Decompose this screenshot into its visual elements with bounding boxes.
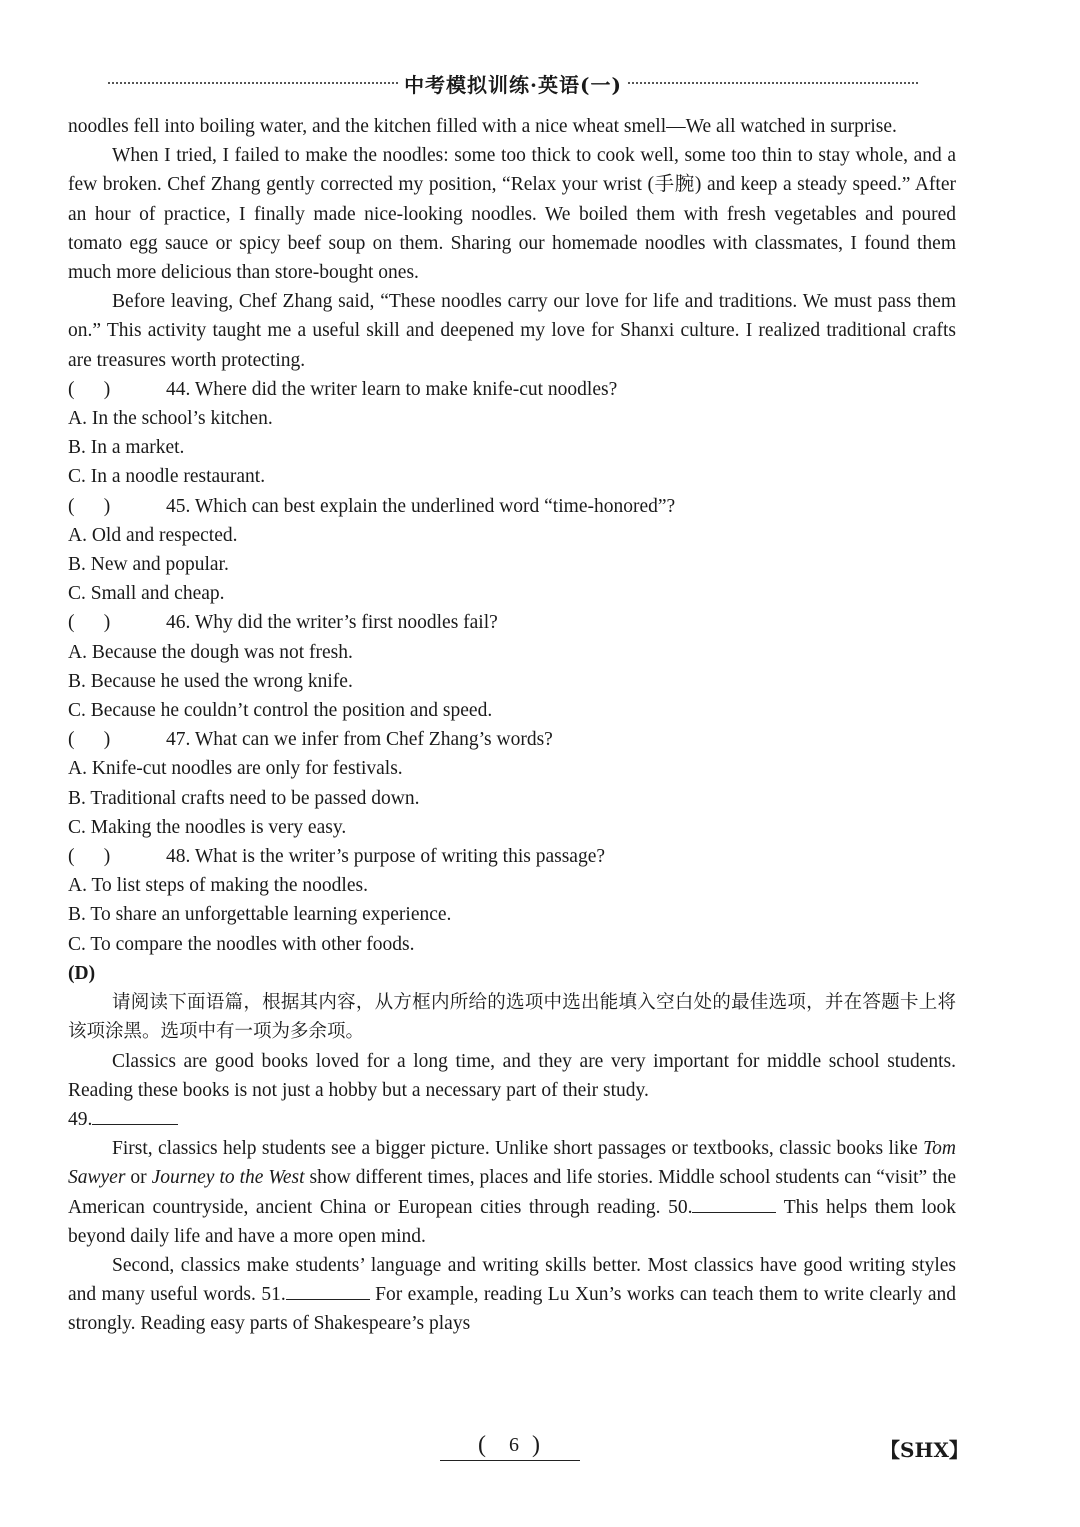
book-title-tom-sawyer: Tom Sawyer — [68, 1138, 956, 1189]
answer-bracket[interactable]: ( ) — [68, 729, 111, 751]
answer-bracket[interactable]: ( ) — [68, 378, 111, 400]
blank-51-number: 51. — [261, 1284, 286, 1306]
option-a: A. In the school’s kitchen. — [68, 408, 273, 430]
option-a: A. Knife-cut noodles are only for festivals. — [68, 758, 403, 780]
section-d-instruction: 请阅读下面语篇，根据其内容，从方框内所给的选项中选出能填入空白处的最佳选项，并在答题卡上将该项涂黑。选项中有一项为多余项。 — [68, 992, 956, 1043]
option-c: C. Small and cheap. — [68, 583, 225, 605]
option-a: A. Because the dough was not fresh. — [68, 641, 353, 663]
blank-51[interactable] — [286, 1281, 370, 1300]
page-content — [68, 112, 956, 1339]
option-c: C. In a noodle restaurant. — [68, 466, 266, 488]
question-45 — [68, 492, 956, 609]
page-number-value: 6 — [509, 1434, 519, 1456]
passage-c-paragraph-2: When I tried, I failed to make the noodles: some too thick to cook well, some too thin to stay whole, and a few broken. Chef Zhang gently corrected my position, “Relax your wrist (手腕) and keep a steady speed.” After an hour of practice, I finally made nice-looking noodles. We boiled them with fresh vegetables and poured tomato egg sauce or spicy beef soup on them. Sharing our homemade noodles with classmates, I found them much more delicious than store-bought ones. — [68, 145, 956, 284]
book-title-journey-to-the-west: Journey to the West — [151, 1167, 305, 1189]
question-47 — [68, 725, 956, 842]
option-b: B. Traditional crafts need to be passed down. — [68, 787, 420, 809]
option-c: C. To compare the noodles with other foods. — [68, 933, 415, 955]
option-b: B. New and popular. — [68, 554, 229, 576]
option-b: B. To share an unforgettable learning experience. — [68, 904, 452, 926]
paragraph-3-text-a: Second, classics make students’ language and writing skills better. Most classics have good writing styles and many useful words. — [68, 1254, 956, 1306]
page-number-left-bracket: ( — [478, 1432, 486, 1458]
blank-49-number: 49. — [68, 1108, 93, 1130]
passage-c-paragraph-3: Before leaving, Chef Zhang said, “These noodles carry our love for life and traditions. We must pass them on.” This activity taught me a useful skill and deepened my love for Shanxi culture. I realized traditional crafts are treasures worth protecting. — [68, 291, 956, 371]
page-number-right-bracket: ) — [532, 1432, 540, 1458]
answer-bracket[interactable]: ( ) — [68, 846, 111, 868]
question-stem: 47. What can we infer from Chef Zhang’s words? — [166, 729, 553, 751]
question-stem: 44. Where did the writer learn to make knife-cut noodles? — [166, 378, 618, 400]
paragraph-3-text-b: For example, reading Lu Xun’s works can teach them to write clearly and strongly. Reading easy parts of Shakespeare’s plays — [68, 1284, 956, 1335]
header-rule-right — [628, 82, 918, 84]
question-46 — [68, 608, 956, 725]
option-c: C. Because he couldn’t control the position and speed. — [68, 700, 493, 722]
option-b: B. In a market. — [68, 437, 185, 459]
blank-49[interactable] — [92, 1106, 178, 1125]
series-code: 【SHX】 — [880, 1438, 969, 1462]
section-d-paragraph-3 — [68, 1251, 956, 1339]
option-a: A. Old and respected. — [68, 524, 238, 546]
page-header — [108, 68, 918, 98]
blank-50[interactable] — [692, 1194, 776, 1213]
passage-c-paragraph-1: noodles fell into boiling water, and the kitchen filled with a nice wheat smell—We all watched in surprise. — [68, 116, 897, 137]
answer-bracket[interactable]: ( ) — [68, 495, 111, 517]
question-44 — [68, 375, 956, 492]
paragraph-2-text-c: This helps them look beyond daily life and have a more open mind. — [68, 1196, 957, 1247]
paragraph-2-text-a: First, classics help students see a bigger picture. Unlike short passages or textbooks, classic books like — [112, 1138, 918, 1160]
paragraph-2-text-b: show different times, places and life stories. Middle school students can “visit” the American countryside, ancient China or European cities through reading. — [68, 1167, 957, 1218]
paragraph-2-or: or — [130, 1167, 147, 1189]
question-stem: 46. Why did the writer’s first noodles fail? — [166, 612, 498, 634]
page-number-rule — [440, 1460, 580, 1461]
option-b: B. Because he used the wrong knife. — [68, 670, 353, 692]
header-rule-left — [108, 82, 398, 84]
blank-50-number: 50. — [668, 1196, 693, 1218]
section-d-paragraph-1: Classics are good books loved for a long time, and they are very important for middle school students. Reading these books is not just a hobby but a necessary part of their study. — [68, 1050, 956, 1101]
question-stem: 48. What is the writer’s purpose of writing this passage? — [166, 846, 606, 868]
option-a: A. To list steps of making the noodles. — [68, 875, 368, 897]
answer-bracket[interactable]: ( ) — [68, 612, 111, 634]
question-stem: 45. Which can best explain the underlined word “time-honored”? — [166, 495, 676, 517]
option-c: C. Making the noodles is very easy. — [68, 816, 347, 838]
page-footer — [0, 1430, 1080, 1470]
page-number — [440, 1430, 580, 1464]
question-48 — [68, 842, 956, 959]
section-d-paragraph-2 — [68, 1134, 956, 1251]
header-title: 中考模拟训练·英语(一) — [404, 72, 622, 97]
section-d-label: (D) — [68, 962, 96, 984]
blank-49-line — [68, 1105, 956, 1134]
